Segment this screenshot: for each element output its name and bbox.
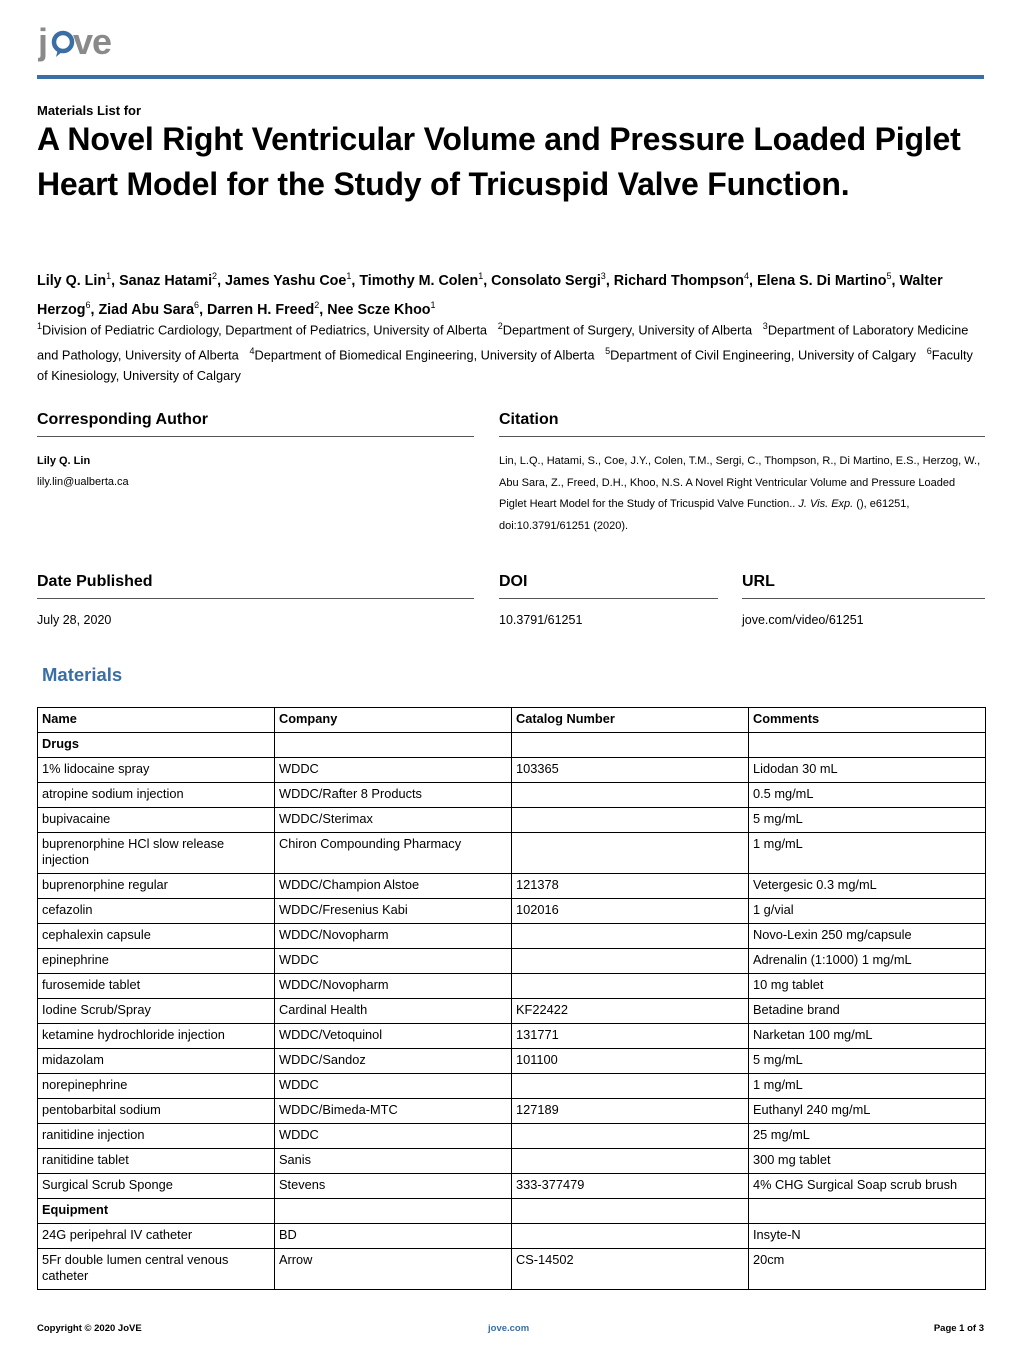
author-affiliation-marker: 1 xyxy=(478,271,484,281)
affiliation-text: Faculty of Kinesiology, University of Calgary xyxy=(37,347,973,383)
table-cell: WDDC/Bimeda-MTC xyxy=(275,1099,512,1124)
section-divider xyxy=(37,598,474,599)
table-cell: 1 mg/mL xyxy=(749,1074,986,1099)
footer-page-number: Page 1 of 3 xyxy=(933,1323,984,1334)
affiliation-number: 2 xyxy=(497,321,503,331)
table-cell: 20cm xyxy=(749,1249,986,1290)
table-cell: Novo-Lexin 250 mg/capsule xyxy=(749,924,986,949)
table-cell: CS-14502 xyxy=(512,1249,749,1290)
table-cell: KF22422 xyxy=(512,999,749,1024)
author-affiliation-marker: 6 xyxy=(194,299,200,310)
table-cell: WDDC xyxy=(275,949,512,974)
author-name: Elena S. Di Martino xyxy=(757,272,887,289)
table-cell: 121378 xyxy=(512,874,749,899)
author-affiliation-marker: 6 xyxy=(85,299,91,310)
table-cell: Iodine Scrub/Spray xyxy=(38,999,275,1024)
table-cell: norepinephrine xyxy=(38,1074,275,1099)
table-cell: WDDC/Novopharm xyxy=(275,924,512,949)
author-name: Nee Scze Khoo xyxy=(327,301,431,318)
table-cell: furosemide tablet xyxy=(38,974,275,999)
table-cell: 1 mg/mL xyxy=(749,833,986,874)
table-cell xyxy=(512,1074,749,1099)
table-row xyxy=(38,1024,986,1049)
citation-text xyxy=(499,451,985,537)
table-cell: Stevens xyxy=(275,1174,512,1199)
affiliation-text: Department of Biomedical Engineering, University of Alberta xyxy=(254,347,595,363)
table-cell: epinephrine xyxy=(38,949,275,974)
table-cell: Equipment xyxy=(38,1199,275,1224)
table-cell xyxy=(512,808,749,833)
table-row xyxy=(38,1224,986,1249)
table-cell: cefazolin xyxy=(38,899,275,924)
table-cell xyxy=(512,783,749,808)
table-row xyxy=(38,783,986,808)
table-row xyxy=(38,833,986,874)
table-cell: WDDC/Sterimax xyxy=(275,808,512,833)
table-cell: Vetergesic 0.3 mg/mL xyxy=(749,874,986,899)
table-cell: ketamine hydrochloride injection xyxy=(38,1024,275,1049)
table-category-row xyxy=(38,1199,986,1224)
table-cell: Adrenalin (1:1000) 1 mg/mL xyxy=(749,949,986,974)
table-cell xyxy=(749,733,986,758)
table-cell: midazolam xyxy=(38,1049,275,1074)
doi-value[interactable]: 10.3791/61251 xyxy=(499,613,583,627)
table-cell xyxy=(512,1199,749,1224)
author-name: Consolato Sergi xyxy=(491,272,601,289)
table-row xyxy=(38,949,986,974)
date-published-heading: Date Published xyxy=(37,573,153,590)
author-name: Ziad Abu Sara xyxy=(98,301,195,318)
footer-copyright: Copyright © 2020 JoVE xyxy=(37,1323,142,1334)
table-cell: Drugs xyxy=(38,733,275,758)
materials-heading: Materials xyxy=(42,664,123,685)
table-cell xyxy=(512,974,749,999)
table-row xyxy=(38,874,986,899)
url-heading: URL xyxy=(742,573,775,590)
column-header: Name xyxy=(38,708,275,733)
table-row xyxy=(38,924,986,949)
column-header: Catalog Number xyxy=(512,708,749,733)
author-affiliation-marker: 1 xyxy=(346,271,352,281)
table-row xyxy=(38,1099,986,1124)
table-cell: 10 mg tablet xyxy=(749,974,986,999)
table-cell: WDDC xyxy=(275,1074,512,1099)
table-row xyxy=(38,1174,986,1199)
author-name: Timothy M. Colen xyxy=(359,272,479,289)
svg-text:j: j xyxy=(38,26,48,62)
corresponding-author-name: Lily Q. Lin xyxy=(37,455,91,467)
table-cell xyxy=(275,1199,512,1224)
table-cell xyxy=(749,1199,986,1224)
table-row xyxy=(38,1074,986,1099)
table-cell xyxy=(512,949,749,974)
table-cell: Sanis xyxy=(275,1149,512,1174)
table-cell: 1 g/vial xyxy=(749,899,986,924)
table-cell: Chiron Compounding Pharmacy xyxy=(275,833,512,874)
materials-table xyxy=(37,707,986,1290)
table-cell: Surgical Scrub Sponge xyxy=(38,1174,275,1199)
table-row xyxy=(38,999,986,1024)
author-affiliation-marker: 4 xyxy=(744,271,750,281)
affiliation-number: 1 xyxy=(37,321,43,331)
table-cell xyxy=(512,733,749,758)
affiliation-text: Department of Surgery, University of Alberta xyxy=(502,322,753,338)
section-divider xyxy=(37,436,474,437)
svg-text:ve: ve xyxy=(73,26,112,62)
author-name: Richard Thompson xyxy=(613,272,745,289)
table-row xyxy=(38,758,986,783)
table-cell: atropine sodium injection xyxy=(38,783,275,808)
jove-logo-mark xyxy=(38,26,122,70)
author-name: Lily Q. Lin xyxy=(37,272,107,289)
table-row xyxy=(38,1149,986,1174)
table-cell: Betadine brand xyxy=(749,999,986,1024)
author-affiliation-marker: 3 xyxy=(600,271,606,281)
section-divider xyxy=(499,598,718,599)
table-cell: Insyte-N xyxy=(749,1224,986,1249)
table-cell: WDDC/Vetoquinol xyxy=(275,1024,512,1049)
url-value[interactable]: jove.com/video/61251 xyxy=(742,613,864,627)
table-cell xyxy=(512,833,749,874)
table-cell: Cardinal Health xyxy=(275,999,512,1024)
corresponding-author-heading: Corresponding Author xyxy=(37,411,208,428)
affiliation-number: 5 xyxy=(605,345,611,356)
citation-journal: J. Vis. Exp. xyxy=(798,498,854,510)
table-cell: 0.5 mg/mL xyxy=(749,783,986,808)
table-cell: 1% lidocaine spray xyxy=(38,758,275,783)
table-row xyxy=(38,1249,986,1290)
author-affiliation-marker: 1 xyxy=(430,299,436,310)
affiliation-text: Department of Civil Engineering, University of Calgary xyxy=(610,347,917,363)
table-cell: buprenorphine HCl slow release injection xyxy=(38,833,275,874)
table-cell: Lidodan 30 mL xyxy=(749,758,986,783)
table-cell: 103365 xyxy=(512,758,749,783)
citation-body: Lin, L.Q., Hatami, S., Coe, J.Y., Colen, T.M., Sergi, C., Thompson, R., Di Martino, E.S., Herzog, W., Abu Sara, Z., Freed, D.H., Khoo, N.S. A Novel Right Ventricular Volume and Pressure Loaded Piglet Heart Model for the Study of Tricuspid Valve Function.. xyxy=(499,455,981,510)
column-header: Comments xyxy=(749,708,986,733)
table-cell: pentobarbital sodium xyxy=(38,1099,275,1124)
table-cell: 102016 xyxy=(512,899,749,924)
materials-list-kicker: Materials List for xyxy=(37,103,142,118)
table-cell: 4% CHG Surgical Soap scrub brush xyxy=(749,1174,986,1199)
table-cell xyxy=(275,733,512,758)
table-cell: cephalexin capsule xyxy=(38,924,275,949)
table-cell: 5 mg/mL xyxy=(749,1049,986,1074)
table-cell: 24G peripehral IV catheter xyxy=(38,1224,275,1249)
table-header-row xyxy=(38,708,986,733)
table-cell: 127189 xyxy=(512,1099,749,1124)
table-cell: Euthanyl 240 mg/mL xyxy=(749,1099,986,1124)
author-affiliation-marker: 2 xyxy=(212,271,218,281)
table-cell xyxy=(512,1224,749,1249)
section-divider xyxy=(742,598,985,599)
table-cell: 333-377479 xyxy=(512,1174,749,1199)
table-cell: ranitidine injection xyxy=(38,1124,275,1149)
author-affiliation-marker: 1 xyxy=(106,271,112,281)
table-row xyxy=(38,899,986,924)
table-cell: WDDC xyxy=(275,1124,512,1149)
author-name: James Yashu Coe xyxy=(225,272,347,289)
table-cell: bupivacaine xyxy=(38,808,275,833)
author-name: Walter Herzog xyxy=(37,272,943,318)
table-cell: WDDC/Novopharm xyxy=(275,974,512,999)
date-published-value: July 28, 2020 xyxy=(37,613,112,627)
author-affiliation-marker: 2 xyxy=(314,299,320,310)
table-cell: 5Fr double lumen central venous catheter xyxy=(38,1249,275,1290)
author-list: Lily Q. Lin$^1$, Sanaz Hatami$^2$, James Yashu Coe$^1$, Timothy M. Colen$^1$, Consolato Sergi$^3$, Richard Thompson$^4$, Elena S. Di Martino$^5$, Walter Herzog$^6$, Ziad Abu Sara$^6$, Darren H. Freed$^2$, Nee Scze Khoo$^1$ xyxy=(37,271,943,318)
table-cell: ranitidine tablet xyxy=(38,1149,275,1174)
table-cell: WDDC/Sandoz xyxy=(275,1049,512,1074)
table-cell: Arrow xyxy=(275,1249,512,1290)
article-title: A Novel Right Ventricular Volume and Pressure Loaded Piglet Heart Model for the Study of Tricuspid Valve Function. xyxy=(37,121,961,202)
doi-heading: DOI xyxy=(499,573,528,590)
table-row xyxy=(38,808,986,833)
affiliation-text: Division of Pediatric Cardiology, Department of Pediatrics, University of Alberta xyxy=(42,322,488,338)
table-row xyxy=(38,1124,986,1149)
jove-logo[interactable] xyxy=(38,26,122,70)
affiliation-number: 6 xyxy=(926,345,932,356)
table-cell: WDDC/Rafter 8 Products xyxy=(275,783,512,808)
table-cell: WDDC xyxy=(275,758,512,783)
table-cell: WDDC/Fresenius Kabi xyxy=(275,899,512,924)
author-name: Darren H. Freed xyxy=(207,301,315,318)
table-category-row xyxy=(38,733,986,758)
table-cell: WDDC/Champion Alstoe xyxy=(275,874,512,899)
citation-heading: Citation xyxy=(499,411,559,428)
table-cell xyxy=(512,1124,749,1149)
section-divider xyxy=(499,436,985,437)
citation-tail: (), e61251, doi:10.3791/61251 (2020). xyxy=(499,498,910,532)
column-header: Company xyxy=(275,708,512,733)
footer-site-link[interactable]: jove.com xyxy=(488,1323,530,1334)
corresponding-author-email[interactable]: lily.lin@ualberta.ca xyxy=(37,476,129,488)
author-name: Sanaz Hatami xyxy=(119,272,213,289)
affiliation-text: Department of Laboratory Medicine and Pathology, University of Alberta xyxy=(37,322,969,363)
table-cell: 300 mg tablet xyxy=(749,1149,986,1174)
affiliation-number: 4 xyxy=(249,345,255,356)
table-cell: 25 mg/mL xyxy=(749,1124,986,1149)
table-cell: buprenorphine regular xyxy=(38,874,275,899)
affiliation-number: 3 xyxy=(762,321,768,331)
table-row xyxy=(38,1049,986,1074)
table-cell: Narketan 100 mg/mL xyxy=(749,1024,986,1049)
table-cell xyxy=(512,924,749,949)
table-cell xyxy=(512,1149,749,1174)
table-cell: 131771 xyxy=(512,1024,749,1049)
table-row xyxy=(38,974,986,999)
table-cell: BD xyxy=(275,1224,512,1249)
table-cell: 101100 xyxy=(512,1049,749,1074)
header-accent-bar xyxy=(37,75,984,79)
table-cell: 5 mg/mL xyxy=(749,808,986,833)
author-affiliation-marker: 5 xyxy=(886,271,892,281)
affiliation-list xyxy=(37,316,987,386)
